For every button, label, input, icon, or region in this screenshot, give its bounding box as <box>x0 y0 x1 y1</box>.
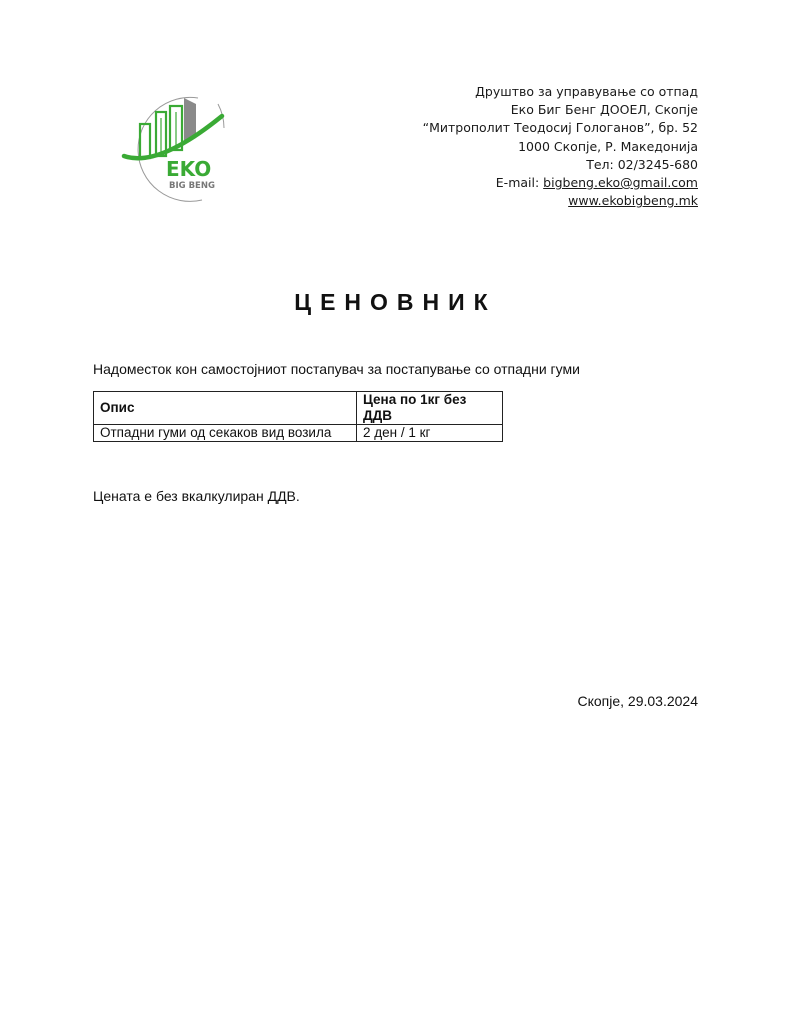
row-price: 2 ден / 1 кг <box>357 425 503 442</box>
place-date: Скопје, 29.03.2024 <box>577 693 698 709</box>
table-header-row <box>94 392 503 425</box>
company-line-2: Еко Биг Бенг ДООЕЛ, Скопје <box>510 102 698 118</box>
vat-note: Цената е без вкалкулиран ДДВ. <box>93 488 300 504</box>
email-label: E-mail: <box>495 175 544 191</box>
company-phone: Тел: 02/3245-680 <box>586 156 698 172</box>
header-description: Опис <box>94 392 357 425</box>
company-address: “Митрополит Теодосиј Гологанов”, бр. 52 <box>422 120 698 136</box>
header-price: Цена по 1кг без ДДВ <box>357 392 503 425</box>
website-link[interactable]: www.ekobigbeng.mk <box>568 193 698 209</box>
company-logo <box>118 82 230 212</box>
price-table <box>93 391 503 442</box>
email-link[interactable]: bigbeng.eko@gmail.com <box>543 175 698 191</box>
intro-text: Надоместок кон самостојниот постапувач за постапување со отпадни гуми <box>93 361 580 377</box>
document-title: ЦЕНОВНИК <box>294 289 497 315</box>
table-row <box>94 425 503 442</box>
company-line-1: Друштво за управување со отпад <box>475 84 698 99</box>
logo-swoosh <box>124 116 222 158</box>
logo-building-1 <box>140 124 150 158</box>
company-info <box>423 83 698 210</box>
logo-sub-text: BIG BENG <box>169 181 215 191</box>
row-description: Отпадни гуми од секаков вид возила <box>94 425 357 442</box>
logo-brand-text: EKO <box>166 157 212 181</box>
company-city: 1000 Скопје, Р. Македонија <box>518 138 698 154</box>
company-email-line <box>423 174 698 192</box>
